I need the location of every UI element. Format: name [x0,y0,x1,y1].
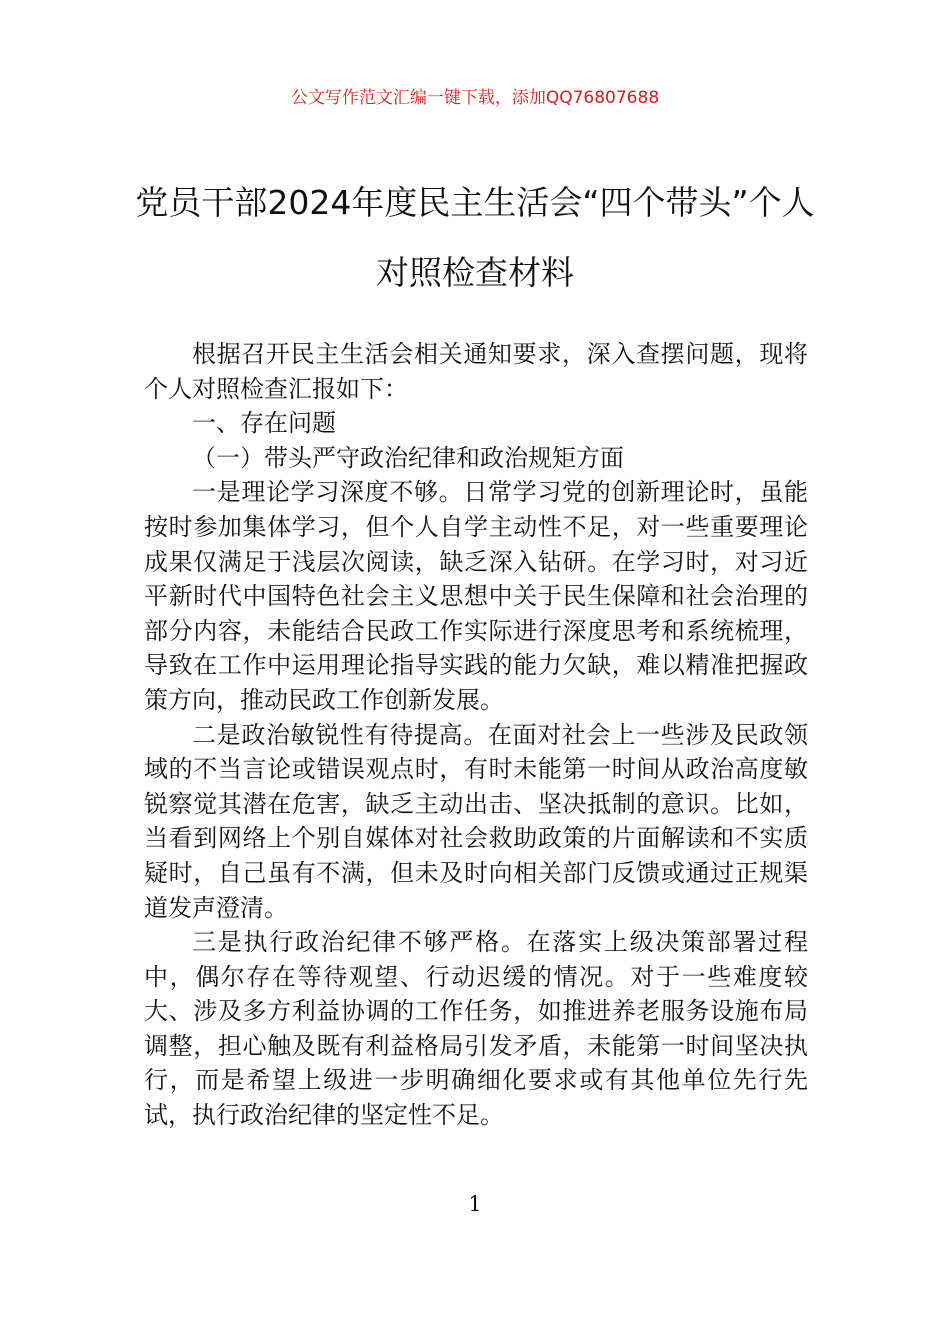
document-body [144,337,808,1133]
intro-paragraph: 根据召开民主生活会相关通知要求，深入查摆问题，现将个人对照检查汇报如下： [144,340,808,403]
point-1-paragraph: 一是理论学习深度不够。日常学习党的创新理论时，虽能按时参加集体学习，但个人自学主动性不足，对一些重要理论成果仅满足于浅层次阅读，缺乏深入钻研。在学习时，对习近平新时代中国特色社会主义思想中关于民生保障和社会治理的部分内容，未能结合民政工作实际进行深度思考和系统梳理，导致在工作中运用理论指导实践的能力欠缺，难以精准把握政策方向，推动民政工作创新发展。 [144,478,808,714]
point-2-paragraph: 二是政治敏锐性有待提高。在面对社会上一些涉及民政领域的不当言论或错误观点时，有时未能第一时间从政治高度敏锐察觉其潜在危害，缺乏主动出击、坚决抵制的意识。比如，当看到网络上个别自媒体对社会救助政策的片面解读和不实质疑时，自己虽有不满，但未及时向相关部门反馈或通过正规渠道发声澄清。 [144,720,808,922]
point-3-paragraph: 三是执行政治纪律不够严格。在落实上级决策部署过程中，偶尔存在等待观望、行动迟缓的情况。对于一些难度较大、涉及多方利益协调的工作任务，如推进养老服务设施布局调整，担心触及既有利益格局引发矛盾，未能第一时间坚决执行，而是希望上级进一步明确细化要求或有其他单位先行先试，执行政治纪律的坚定性不足。 [144,928,808,1130]
subsection-heading: （一）带头严守政治纪律和政治规矩方面 [192,443,624,472]
section-heading: 一、存在问题 [192,409,336,438]
page-number: 1 [468,1192,482,1216]
document-title: 党员干部2024年度民主生活会“四个带头”个人对照检查材料 [135,183,815,292]
header-download-note: 公文写作范文汇编一键下载，添加QQ76807688 [290,88,660,108]
